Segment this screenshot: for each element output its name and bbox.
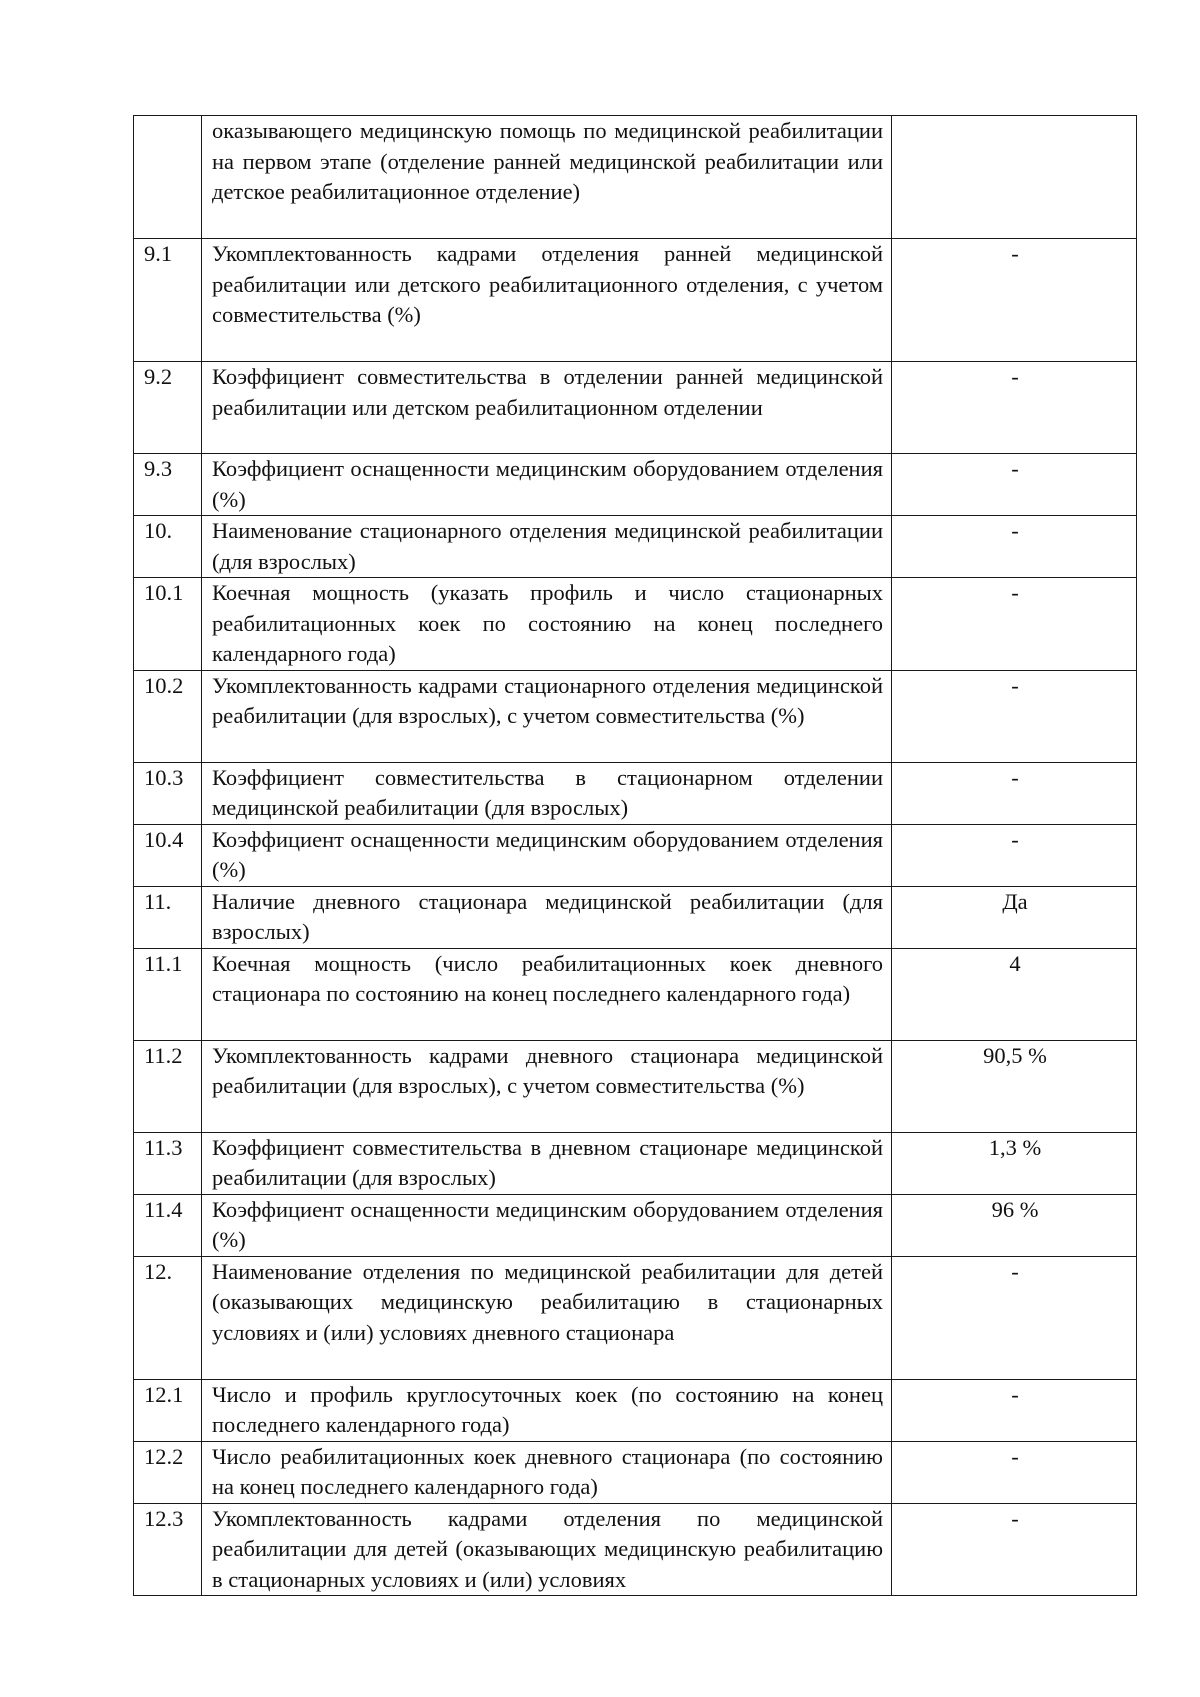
row-description: Коэффициент совместительства в стационарном отделении медицинской реабилитации (для взрослых) [202, 762, 892, 824]
row-number: 9.3 [134, 454, 202, 516]
row-number: 9.1 [134, 239, 202, 362]
row-value: - [892, 239, 1137, 362]
row-number: 10.1 [134, 578, 202, 671]
row-number: 10. [134, 516, 202, 578]
row-description: Коэффициент оснащенности медицинским оборудованием отделения (%) [202, 1194, 892, 1256]
table-row [134, 886, 1137, 948]
row-description: Укомплектованность кадрами отделения ранней медицинской реабилитации или детского реабилитационного отделения, с учетом совместительства (%) [202, 239, 892, 362]
table-row [134, 1503, 1137, 1596]
row-description: Число реабилитационных коек дневного стационара (по состоянию на конец последнего календарного года) [202, 1441, 892, 1503]
row-number: 11.1 [134, 948, 202, 1040]
table-row [134, 1256, 1137, 1379]
row-value: Да [892, 886, 1137, 948]
row-value: - [892, 454, 1137, 516]
row-value: - [892, 1503, 1137, 1596]
table-row [134, 824, 1137, 886]
row-number: 9.2 [134, 362, 202, 454]
row-value: - [892, 1256, 1137, 1379]
row-number: 10.2 [134, 670, 202, 762]
table-row [134, 948, 1137, 1040]
table-row [134, 454, 1137, 516]
table-row [134, 239, 1137, 362]
row-description: Коечная мощность (число реабилитационных коек дневного стационара по состоянию на конец последнего календарного года) [202, 948, 892, 1040]
table-row [134, 1441, 1137, 1503]
row-value: - [892, 824, 1137, 886]
row-number [134, 116, 202, 239]
row-value: - [892, 362, 1137, 454]
table-row [134, 1040, 1137, 1132]
row-description: Коэффициент совместительства в отделении ранней медицинской реабилитации или детском реабилитационном отделении [202, 362, 892, 454]
table-row [134, 1194, 1137, 1256]
row-value: - [892, 762, 1137, 824]
row-number: 12.2 [134, 1441, 202, 1503]
row-description: Наличие дневного стационара медицинской реабилитации (для взрослых) [202, 886, 892, 948]
row-value: - [892, 578, 1137, 671]
row-number: 12. [134, 1256, 202, 1379]
row-number: 11.3 [134, 1132, 202, 1194]
row-number: 10.4 [134, 824, 202, 886]
row-description: оказывающего медицинскую помощь по медицинской реабилитации на первом этапе (отделение ранней медицинской реабилитации или детское реабилитационное отделение) [202, 116, 892, 239]
row-description: Число и профиль круглосуточных коек (по состоянию на конец последнего календарного года) [202, 1379, 892, 1441]
row-description: Укомплектованность кадрами стационарного отделения медицинской реабилитации (для взрослых), с учетом совместительства (%) [202, 670, 892, 762]
row-value: - [892, 670, 1137, 762]
row-description: Наименование отделения по медицинской реабилитации для детей (оказывающих медицинскую реабилитацию в стационарных условиях и (или) условиях дневного стационара [202, 1256, 892, 1379]
row-description: Коэффициент оснащенности медицинским оборудованием отделения (%) [202, 454, 892, 516]
row-description: Укомплектованность кадрами отделения по медицинской реабилитации для детей (оказывающих медицинскую реабилитацию в стационарных условиях и (или) условиях [202, 1503, 892, 1596]
table-row [134, 762, 1137, 824]
row-description: Коечная мощность (указать профиль и число стационарных реабилитационных коек по состоянию на конец последнего календарного года) [202, 578, 892, 671]
table-row [134, 516, 1137, 578]
row-value: - [892, 1379, 1137, 1441]
table-row [134, 1379, 1137, 1441]
row-number: 11. [134, 886, 202, 948]
row-value: 96 % [892, 1194, 1137, 1256]
row-number: 11.4 [134, 1194, 202, 1256]
row-value: 1,3 % [892, 1132, 1137, 1194]
row-number: 11.2 [134, 1040, 202, 1132]
row-value: - [892, 1441, 1137, 1503]
table-row [134, 362, 1137, 454]
indicators-table [133, 115, 1137, 1596]
row-number: 12.1 [134, 1379, 202, 1441]
row-description: Коэффициент совместительства в дневном стационаре медицинской реабилитации (для взрослых) [202, 1132, 892, 1194]
row-description: Наименование стационарного отделения медицинской реабилитации (для взрослых) [202, 516, 892, 578]
row-number: 12.3 [134, 1503, 202, 1596]
row-description: Укомплектованность кадрами дневного стационара медицинской реабилитации (для взрослых), с учетом совместительства (%) [202, 1040, 892, 1132]
row-value: - [892, 516, 1137, 578]
row-value [892, 116, 1137, 239]
row-number: 10.3 [134, 762, 202, 824]
row-value: 90,5 % [892, 1040, 1137, 1132]
table-row [134, 116, 1137, 239]
table-row [134, 670, 1137, 762]
row-value: 4 [892, 948, 1137, 1040]
table-row [134, 578, 1137, 671]
indicators-table-body [134, 116, 1137, 1596]
row-description: Коэффициент оснащенности медицинским оборудованием отделения (%) [202, 824, 892, 886]
table-row [134, 1132, 1137, 1194]
